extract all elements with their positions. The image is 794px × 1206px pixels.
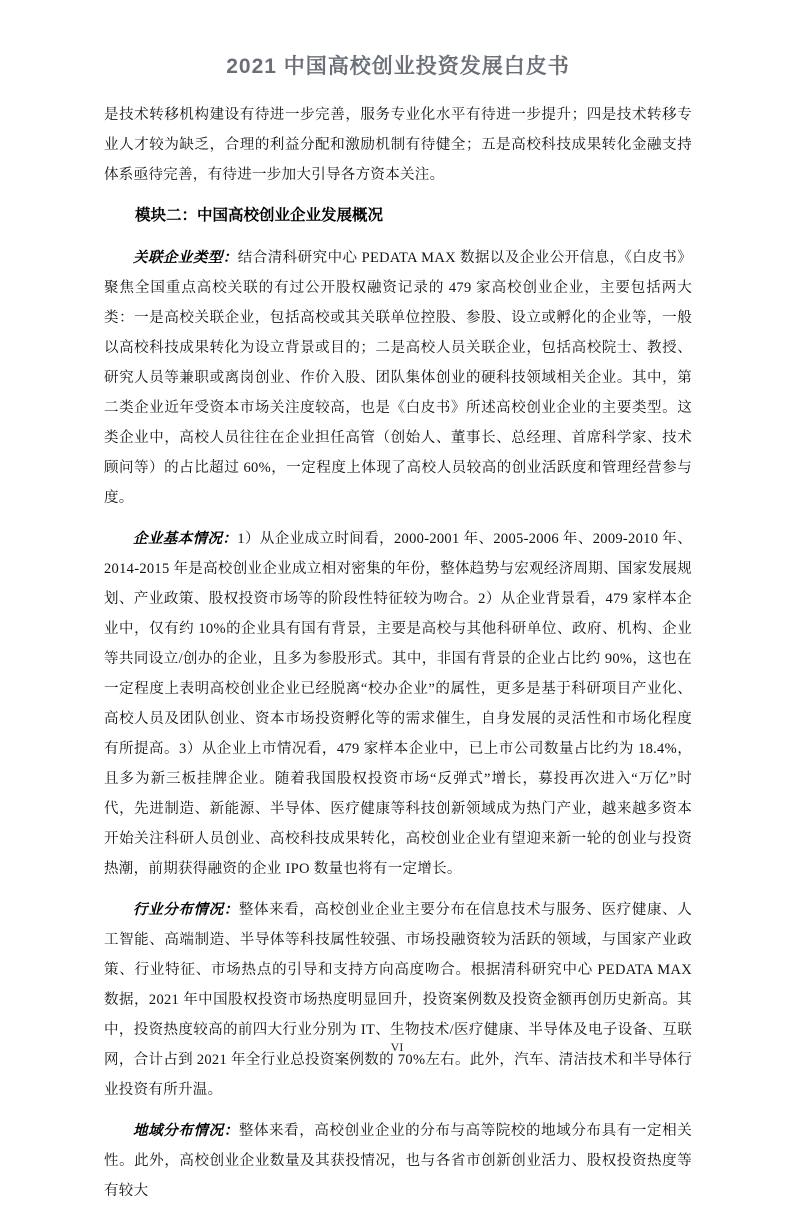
paragraph-lead-regional-distribution: 地域分布情况： [133,1123,239,1139]
paragraph-regional-distribution [104,1116,692,1206]
document-title: 2021 中国高校创业投资发展白皮书 [226,55,570,78]
paragraph-lead-related-company-types: 关联企业类型： [133,250,238,266]
paragraph-related-company-types [104,243,692,513]
paragraph-industry-distribution [104,895,692,1105]
paragraph-text-regional-distribution: 整体来看，高校创业企业的分布与高等院校的地域分布具有一定相关性。此外，高校创业企业数量及其获投情况，也与各省市创新创业活力、股权投资热度等有较大 [104,1123,693,1199]
paragraph-company-basics [104,524,692,884]
paragraph-text-company-basics: 1）从企业成立时间看，2000-2001 年、2005-2006 年、2009-2010 年、2014-2015 年是高校创业企业成立相对密集的年份，整体趋势与宏观经济周期、国家发展规划、产业政策、股权投资市场等的阶段性特征较为吻合。2）从企业背景看，479 家样本企业中，仅有约 10%的企业具有国有背景，主要是高校与其他科研单位、政府、机构、企业等共同设立/创办的企业，且多为参股形式。其中，非国有背景的企业占比约 90%，这也在一定程度上表明高校创业企业已经脱离“校办企业”的属性，更多是基于科研项目产业化、高校人员及团队创业、资本市场投资孵化等的需求催生，自身发展的灵活性和市场化程度有所提高。3）从企业上市情况看，479 家样本企业中，已上市公司数量占比约为 18.4%，且多为新三板挂牌企业。随着我国股权投资市场“反弹式”增长，募投再次进入“万亿”时代，先进制造、新能源、半导体、医疗健康等科技创新领域成为热门产业，越来越多资本开始关注科研人员创业、高校科技成果转化，高校创业企业有望迎来新一轮的创业与投资热潮，前期获得融资的企业 IPO 数量也将有一定增长。 [104,531,692,877]
section-heading-module-2: 模块二：中国高校创业企业发展概况 [135,207,384,224]
paragraph-text-related-company-types: 结合清科研究中心 PEDATA MAX 数据以及企业公开信息，《白皮书》聚焦全国重点高校关联的有过公开股权融资记录的 479 家高校创业企业，主要包括两大类：一是高校关联企业，包括高校或其关联单位控股、参股、设立或孵化的企业等，一般以高校科技成果转化为设立背景或目的；二是高校人员关联企业，包括高校院士、教授、研究人员等兼职或离岗创业、作价入股、团队集体创业的硬科技领域相关企业。其中，第二类企业近年受资本市场关注度较高，也是《白皮书》所述高校创业企业的主要类型。这类企业中，高校人员往往在企业担任高管（创始人、董事长、总经理、首席科学家、技术顾问等）的占比超过 60%，一定程度上体现了高校人员较高的创业活跃度和管理经营参与度。 [104,250,692,506]
paragraph-lead-company-basics: 企业基本情况： [133,531,238,547]
intro-paragraph: 是技术转移机构建设有待进一步完善，服务专业化水平有待进一步提升；四是技术转移专业人才较为缺乏，合理的利益分配和激励机制有待健全；五是高校科技成果转化金融支持体系亟待完善，有待进一步加大引导各方资本关注。 [104,107,692,183]
paragraph-lead-industry-distribution: 行业分布情况： [133,902,239,918]
paragraph-text-industry-distribution: 整体来看，高校创业企业主要分布在信息技术与服务、医疗健康、人工智能、高端制造、半导体等科技属性较强、市场投融资较为活跃的领域，与国家产业政策、行业特征、市场热点的引导和支持方向高度吻合。根据清科研究中心 PEDATA MAX 数据，2021 年中国股权投资市场热度明显回升，投资案例数及投资金额再创历史新高。其中，投资热度较高的前四大行业分别为 IT、生物技术/医疗健康、半导体及电子设备、互联网，合计占到 2021 年全行业总投资案例数的 70%左右。此外，汽车、清洁技术和半导体行业投资有所升温。 [104,902,693,1098]
page-number: VI [390,1040,404,1054]
